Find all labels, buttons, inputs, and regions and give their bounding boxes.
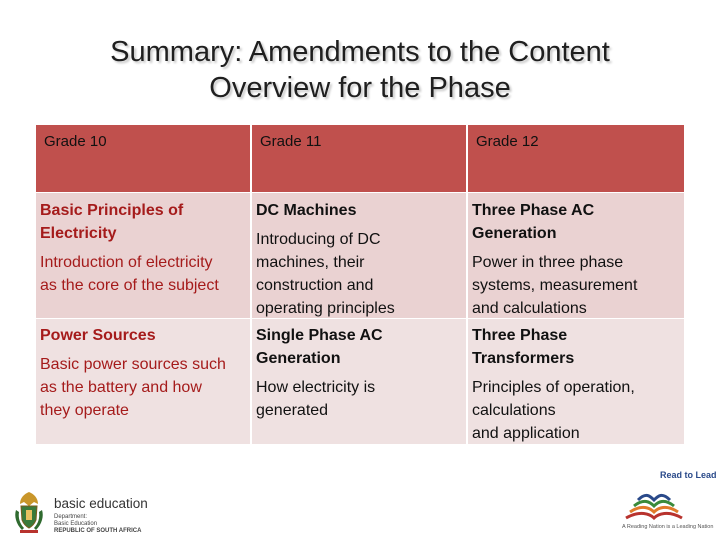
cell-body-line: systems, measurement — [472, 277, 638, 294]
cell-body-line: and application — [472, 425, 580, 442]
open-book-icon — [622, 480, 686, 522]
logo-sub-line: Basic Education — [54, 521, 98, 527]
read-to-lead-logo — [608, 470, 717, 536]
cell-body — [472, 251, 684, 320]
cell-heading-line: DC Machines — [256, 202, 357, 219]
logo-tagline: A Reading Nation is a Leading Nation — [622, 524, 714, 530]
logo-sub-line: Department: — [54, 514, 88, 520]
cell-heading — [40, 324, 250, 347]
header-grade-10: Grade 10 — [36, 125, 250, 192]
slide-title — [0, 34, 720, 106]
cell-heading-line: Three Phase — [472, 327, 568, 344]
cell-heading-line: Generation — [472, 225, 557, 242]
cell-body-line: Power in three phase — [472, 254, 624, 271]
cell-heading — [472, 324, 684, 370]
cell-heading-line: Three Phase AC — [472, 202, 595, 219]
table-cell-r1-c2 — [252, 193, 466, 318]
basic-education-logo — [12, 490, 172, 538]
cell-body — [256, 376, 466, 422]
cell-body — [40, 353, 250, 422]
cell-heading-line: Basic Principles of — [40, 202, 184, 219]
cell-body — [40, 251, 250, 297]
cell-body-line: Introduction of electricity — [40, 254, 213, 271]
cell-heading-line: Electricity — [40, 225, 117, 242]
grades-table — [36, 125, 684, 444]
cell-body-line: Principles of operation, — [472, 379, 635, 396]
table-cell-r1-c1 — [36, 193, 250, 318]
cell-body-line: and calculations — [472, 300, 587, 317]
cell-heading — [40, 199, 250, 245]
slide-title-line-1: Summary: Amendments to the Content — [110, 36, 610, 68]
cell-body-line: calculations — [472, 402, 556, 419]
cell-heading-line: Generation — [256, 350, 341, 367]
cell-heading — [256, 324, 466, 370]
table-cell-r2-c1 — [36, 319, 250, 444]
header-grade-11: Grade 11 — [252, 125, 466, 192]
header-grade-12: Grade 12 — [468, 125, 684, 192]
cell-heading-line: Single Phase AC — [256, 327, 383, 344]
cell-body-line: operating principles — [256, 300, 395, 317]
slide-title-line-2: Overview for the Phase — [209, 72, 511, 104]
cell-body-line: they operate — [40, 402, 129, 419]
logo-title: Read to Lead — [660, 470, 717, 480]
logo-sub-line: REPUBLIC OF SOUTH AFRICA — [54, 528, 142, 534]
cell-body-line: as the battery and how — [40, 379, 202, 396]
cell-body-line: Basic power sources such — [40, 356, 226, 373]
cell-body-line: machines, their — [256, 254, 365, 271]
cell-body — [256, 228, 466, 320]
cell-heading — [256, 199, 466, 222]
cell-body-line: How electricity is — [256, 379, 376, 396]
cell-body-line: construction and — [256, 277, 374, 294]
cell-body — [472, 376, 684, 445]
logo-name: basic education — [54, 496, 148, 511]
cell-body-line: as the core of the subject — [40, 277, 219, 294]
cell-heading-line: Power Sources — [40, 327, 156, 344]
cell-body-line: Introducing of DC — [256, 231, 381, 248]
cell-body-line: generated — [256, 402, 329, 419]
table-cell-r1-c3 — [468, 193, 684, 318]
table-cell-r2-c3 — [468, 319, 684, 444]
coat-of-arms-icon — [12, 490, 46, 534]
cell-heading — [472, 199, 684, 245]
cell-heading-line: Transformers — [472, 350, 575, 367]
table-cell-r2-c2 — [252, 319, 466, 444]
